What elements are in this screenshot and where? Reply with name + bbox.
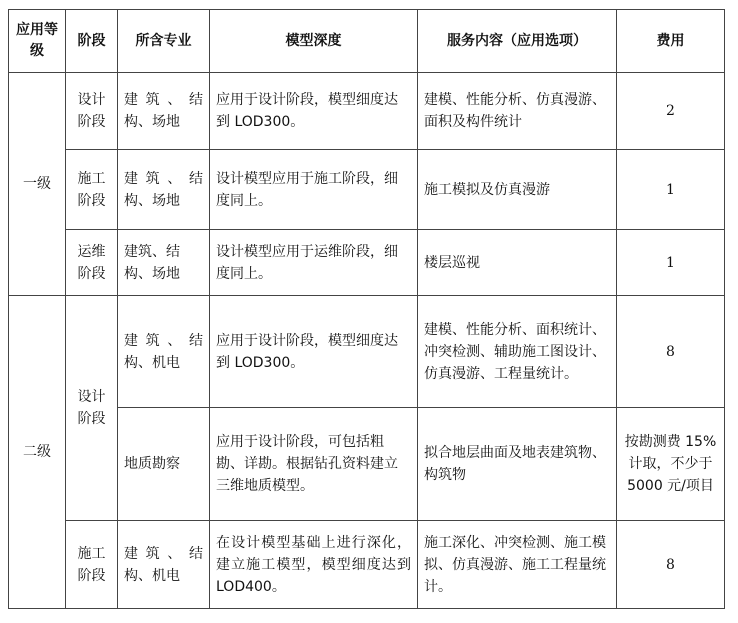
- fee-cell: 1: [617, 230, 725, 296]
- header-fee: 费用: [617, 10, 725, 73]
- table-row: [9, 150, 725, 230]
- depth-cell: 设计模型应用于施工阶段，细度同上。: [210, 150, 418, 230]
- header-row: [9, 10, 725, 73]
- service-cell: 建模、性能分析、面积统计、冲突检测、辅助施工图设计、仿真漫游、工程量统计。: [418, 296, 617, 408]
- fee-cell: 1: [617, 150, 725, 230]
- service-cell: 施工模拟及仿真漫游: [418, 150, 617, 230]
- level-2-label: 二级: [9, 296, 66, 609]
- fee-cell: 2: [617, 73, 725, 150]
- service-cell: 拟合地层曲面及地表建筑物、构筑物: [418, 408, 617, 521]
- depth-cell: 应用于设计阶段，模型细度达到 LOD300。: [210, 296, 418, 408]
- header-specialty: 所含专业: [118, 10, 210, 73]
- table-row: [9, 296, 725, 408]
- header-depth: 模型深度: [210, 10, 418, 73]
- header-level: 应用等级: [9, 10, 66, 73]
- stage-cell: 施工阶段: [66, 521, 118, 609]
- stage-cell: 运维阶段: [66, 230, 118, 296]
- fee-cell: 按勘测费 15%计取，不少于 5000 元/项目: [617, 408, 725, 521]
- fee-cell: 8: [617, 296, 725, 408]
- stage-cell: 设计阶段: [66, 296, 118, 521]
- stage-cell: 施工阶段: [66, 150, 118, 230]
- depth-cell: 在设计模型基础上进行深化，建立施工模型，模型细度达到 LOD400。: [210, 521, 418, 609]
- depth-cell: 应用于设计阶段，可包括粗勘、详勘。根据钻孔资料建立三维地质模型。: [210, 408, 418, 521]
- service-cell: 施工深化、冲突检测、施工模拟、仿真漫游、施工工程量统计。: [418, 521, 617, 609]
- service-level-table-wrapper: [8, 9, 725, 609]
- specialty-cell: 建 筑 、 结 构、场地: [118, 73, 210, 150]
- stage-cell: 设计阶段: [66, 73, 118, 150]
- depth-cell: 设计模型应用于运维阶段，细度同上。: [210, 230, 418, 296]
- fee-cell: 8: [617, 521, 725, 609]
- service-cell: 建模、性能分析、仿真漫游、面积及构件统计: [418, 73, 617, 150]
- specialty-cell: 建 筑 、 结 构、机电: [118, 296, 210, 408]
- service-level-table: [8, 9, 725, 609]
- table-row: [9, 521, 725, 609]
- table-row: [9, 230, 725, 296]
- level-1-label: 一级: [9, 73, 66, 296]
- specialty-cell: 建 筑 、 结 构、场地: [118, 150, 210, 230]
- table-row: [9, 73, 725, 150]
- specialty-cell: 地质勘察: [118, 408, 210, 521]
- header-service: 服务内容（应用选项）: [418, 10, 617, 73]
- specialty-cell: 建筑、结构、场地: [118, 230, 210, 296]
- service-cell: 楼层巡视: [418, 230, 617, 296]
- depth-cell: 应用于设计阶段，模型细度达到 LOD300。: [210, 73, 418, 150]
- specialty-cell: 建 筑 、 结 构、机电: [118, 521, 210, 609]
- header-stage: 阶段: [66, 10, 118, 73]
